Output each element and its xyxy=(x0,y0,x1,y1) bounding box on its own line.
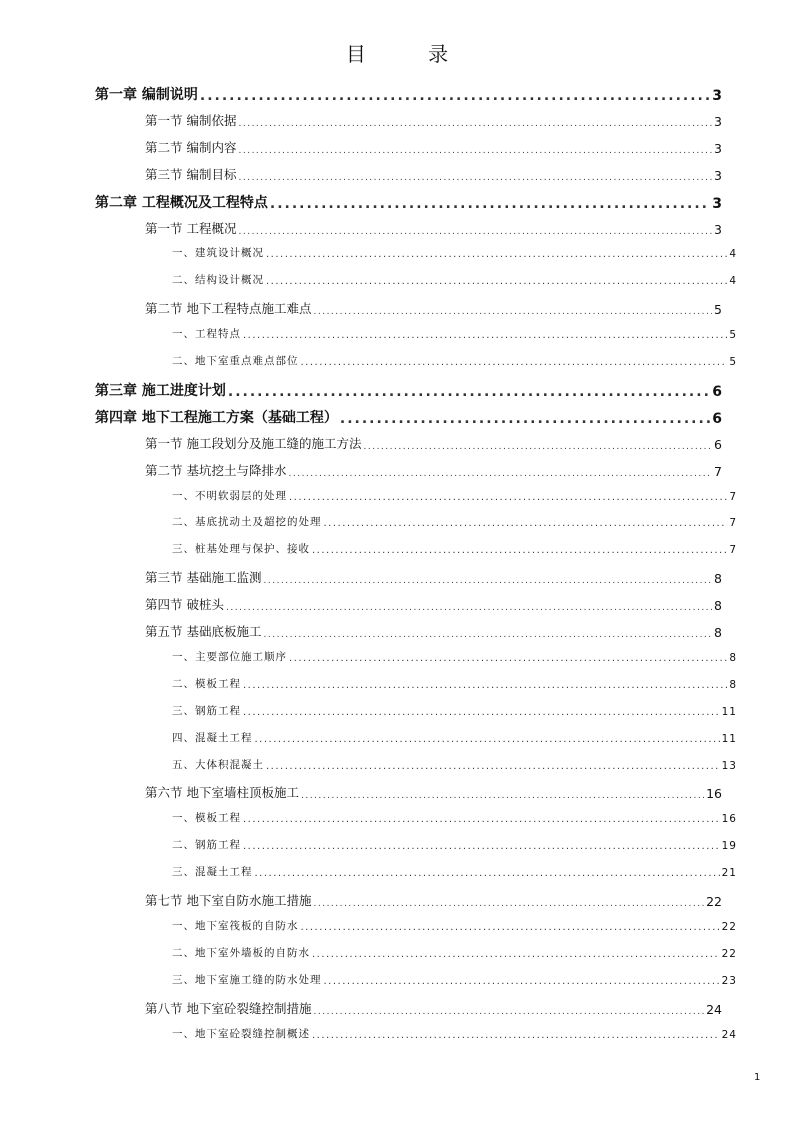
toc-entry-page: 22 xyxy=(721,920,737,933)
toc-entry[interactable] xyxy=(145,783,722,801)
toc-leader-dots xyxy=(238,173,712,183)
toc-entry-label: 第四节 破桩头 xyxy=(145,597,224,613)
toc-entry-page: 4 xyxy=(729,248,737,261)
toc-entry[interactable] xyxy=(172,810,737,825)
toc-entry-label: 二、钢筋工程 xyxy=(172,839,241,852)
toc-leader-dots xyxy=(266,249,727,260)
toc-entry[interactable] xyxy=(172,649,737,664)
toc-entry[interactable] xyxy=(145,999,722,1017)
toc-leader-dots xyxy=(200,88,710,104)
toc-entry-label: 二、地下室外墙板的自防水 xyxy=(172,946,310,959)
toc-entry-label: 第二节 编制内容 xyxy=(145,139,237,155)
toc-entry-page: 4 xyxy=(729,275,737,288)
toc-leader-dots xyxy=(289,653,727,664)
toc-leader-dots xyxy=(301,791,704,801)
toc-entry-page: 22 xyxy=(721,947,737,960)
toc-leader-dots xyxy=(228,384,710,400)
toc-entry[interactable] xyxy=(145,568,722,586)
toc-leader-dots xyxy=(238,119,712,129)
toc-entry-page: 5 xyxy=(714,302,722,318)
toc-entry-page: 7 xyxy=(729,517,737,530)
toc-entry-label: 第三节 编制目标 xyxy=(145,166,237,182)
toc-entry-label: 第二节 地下工程特点施工难点 xyxy=(145,301,312,317)
toc-entry-label: 第五节 基础底板施工 xyxy=(145,624,262,639)
toc-leader-dots xyxy=(313,1007,704,1017)
toc-leader-dots xyxy=(270,196,710,212)
toc-leader-dots xyxy=(340,411,710,427)
toc-entry-page: 13 xyxy=(721,759,737,772)
toc-entry-page: 11 xyxy=(721,705,737,718)
toc-entry-label: 第一节 工程概况 xyxy=(145,220,237,236)
toc-entry-page: 22 xyxy=(706,894,722,909)
toc-entry-label: 四、混凝土工程 xyxy=(172,731,253,744)
toc-entry-label: 第三节 基础施工监测 xyxy=(145,570,262,586)
toc-entry-page: 8 xyxy=(714,625,722,640)
toc-entry-page: 3 xyxy=(714,221,722,237)
toc-leader-dots xyxy=(243,707,720,718)
toc-entry-page: 3 xyxy=(712,195,722,212)
toc-entry[interactable] xyxy=(172,245,737,260)
toc-leader-dots xyxy=(255,868,720,879)
toc-entry-page: 16 xyxy=(721,813,737,826)
toc-entry-page: 3 xyxy=(714,167,722,183)
toc-entry-label: 三、地下室施工缝的防水处理 xyxy=(172,973,322,986)
toc-entry-page: 24 xyxy=(706,1001,722,1017)
toc-leader-dots xyxy=(324,976,720,987)
toc-leader-dots xyxy=(255,734,720,745)
toc-entry-label: 第三章 施工进度计划 xyxy=(95,382,226,399)
toc-entry[interactable] xyxy=(145,111,722,129)
toc-entry[interactable] xyxy=(145,434,722,452)
toc-entry-label: 一、工程特点 xyxy=(172,328,241,341)
toc-leader-dots xyxy=(313,307,712,317)
toc-leader-dots xyxy=(312,1030,720,1041)
page-number: 1 xyxy=(754,1072,761,1083)
toc-entry-label: 第四章 地下工程施工方案（基础工程） xyxy=(95,409,338,426)
toc-entry-label: 五、大体积混凝土 xyxy=(172,758,264,771)
toc-entry-page: 3 xyxy=(714,140,722,156)
toc-leader-dots xyxy=(301,357,728,368)
toc-leader-dots xyxy=(238,146,712,156)
toc-entry-label: 第六节 地下室墙柱顶板施工 xyxy=(145,785,299,801)
toc-entry[interactable] xyxy=(172,1026,737,1041)
toc-entry[interactable] xyxy=(95,192,722,212)
toc-entry[interactable] xyxy=(145,891,722,909)
toc-leader-dots xyxy=(312,949,720,960)
toc-leader-dots xyxy=(243,841,720,852)
toc-entry[interactable] xyxy=(145,461,722,479)
toc-entry[interactable] xyxy=(172,676,737,691)
toc-entry-label: 一、不明软弱层的处理 xyxy=(172,489,287,502)
toc-leader-dots xyxy=(226,603,712,613)
toc-entry-label: 三、桩基处理与保护、接收 xyxy=(172,543,310,556)
toc-leader-dots xyxy=(289,492,727,503)
toc-leader-dots xyxy=(266,761,720,772)
toc-entry-label: 二、模板工程 xyxy=(172,677,241,690)
toc-leader-dots xyxy=(243,814,720,825)
toc-leader-dots xyxy=(243,680,727,691)
toc-entry-label: 一、建筑设计概况 xyxy=(172,247,264,260)
toc-entry-label: 一、地下室砼裂缝控制概述 xyxy=(172,1027,310,1040)
toc-entry-page: 5 xyxy=(729,356,737,368)
toc-entry-label: 二、结构设计概况 xyxy=(172,274,264,287)
toc-entry[interactable] xyxy=(95,407,722,427)
toc-entry-label: 一、主要部位施工顺序 xyxy=(172,650,287,663)
toc-entry[interactable] xyxy=(172,730,737,745)
toc-entry[interactable] xyxy=(172,326,737,341)
toc-entry-page: 6 xyxy=(712,383,722,400)
toc-entry[interactable] xyxy=(172,488,737,503)
toc-entry-label: 第一章 编制说明 xyxy=(95,87,198,103)
toc-entry[interactable] xyxy=(172,918,737,933)
toc-entry-label: 第一节 施工段划分及施工缝的施工方法 xyxy=(145,435,362,451)
toc-entry[interactable] xyxy=(172,272,737,287)
toc-leader-dots xyxy=(363,442,712,452)
toc-leader-dots xyxy=(266,276,727,287)
toc-entry[interactable] xyxy=(172,837,737,852)
toc-entry-label: 三、钢筋工程 xyxy=(172,704,241,717)
toc-entry[interactable] xyxy=(145,219,722,237)
toc-entry-page: 23 xyxy=(721,974,737,987)
toc-entry-page: 7 xyxy=(729,490,737,503)
toc-entry-page: 8 xyxy=(714,598,722,614)
toc-entry-page: 3 xyxy=(714,113,722,129)
toc-entry[interactable] xyxy=(172,514,737,529)
toc-leader-dots xyxy=(243,330,727,341)
toc-entry-label: 二、地下室重点难点部位 xyxy=(172,355,299,367)
toc-entry[interactable] xyxy=(172,757,737,772)
toc-entry-page: 5 xyxy=(729,329,737,342)
toc-leader-dots xyxy=(313,899,704,909)
toc-entry[interactable] xyxy=(95,380,722,400)
toc-entry-label: 一、地下室筏板的自防水 xyxy=(172,919,299,932)
toc-entry[interactable] xyxy=(172,353,737,368)
toc-entry[interactable] xyxy=(145,165,722,183)
toc-entry-page: 7 xyxy=(729,544,737,557)
toc-entry-label: 第一节 编制依据 xyxy=(145,112,237,128)
toc-entry-label: 三、混凝土工程 xyxy=(172,866,253,879)
toc-entry-page: 6 xyxy=(712,410,722,427)
toc-entry[interactable] xyxy=(172,541,737,556)
page-title: 目 录 xyxy=(345,42,477,66)
toc-entry-page: 7 xyxy=(714,463,722,479)
toc-entry-label: 第二章 工程概况及工程特点 xyxy=(95,194,268,211)
toc-entry-label: 第七节 地下室自防水施工措施 xyxy=(145,893,312,908)
toc-entry[interactable] xyxy=(172,972,737,987)
toc-leader-dots xyxy=(238,227,712,237)
toc-leader-dots xyxy=(312,545,727,556)
toc-leader-dots xyxy=(263,630,712,640)
toc-leader-dots xyxy=(288,469,712,479)
toc-entry-label: 二、基底扰动土及超挖的处理 xyxy=(172,516,322,529)
toc-entry-label: 第二节 基坑挖土与降排水 xyxy=(145,462,287,478)
toc-entry-page: 8 xyxy=(729,678,737,691)
toc-leader-dots xyxy=(324,518,728,529)
toc-entry-page: 24 xyxy=(721,1028,737,1041)
toc-entry-page: 8 xyxy=(729,651,737,664)
toc-leader-dots xyxy=(301,922,720,933)
toc-entry-label: 一、模板工程 xyxy=(172,812,241,825)
toc-entry[interactable] xyxy=(172,703,737,718)
toc-entry-page: 19 xyxy=(721,840,737,853)
toc-entry[interactable] xyxy=(95,84,722,104)
toc-entry[interactable] xyxy=(172,945,737,960)
toc-entry-page: 6 xyxy=(714,436,722,452)
toc-entry[interactable] xyxy=(145,138,722,156)
toc-entry-page: 3 xyxy=(712,88,722,104)
toc-entry-page: 8 xyxy=(714,571,722,587)
toc-entry[interactable] xyxy=(172,864,737,879)
toc-leader-dots xyxy=(263,576,712,586)
toc-entry-page: 16 xyxy=(706,786,722,802)
toc-entry-label: 第八节 地下室砼裂缝控制措施 xyxy=(145,1000,312,1016)
toc-entry[interactable] xyxy=(145,299,722,317)
toc-entry-page: 11 xyxy=(721,732,737,745)
toc-entry[interactable] xyxy=(145,595,722,613)
toc-entry[interactable] xyxy=(145,622,722,640)
toc-entry-page: 21 xyxy=(721,867,737,880)
